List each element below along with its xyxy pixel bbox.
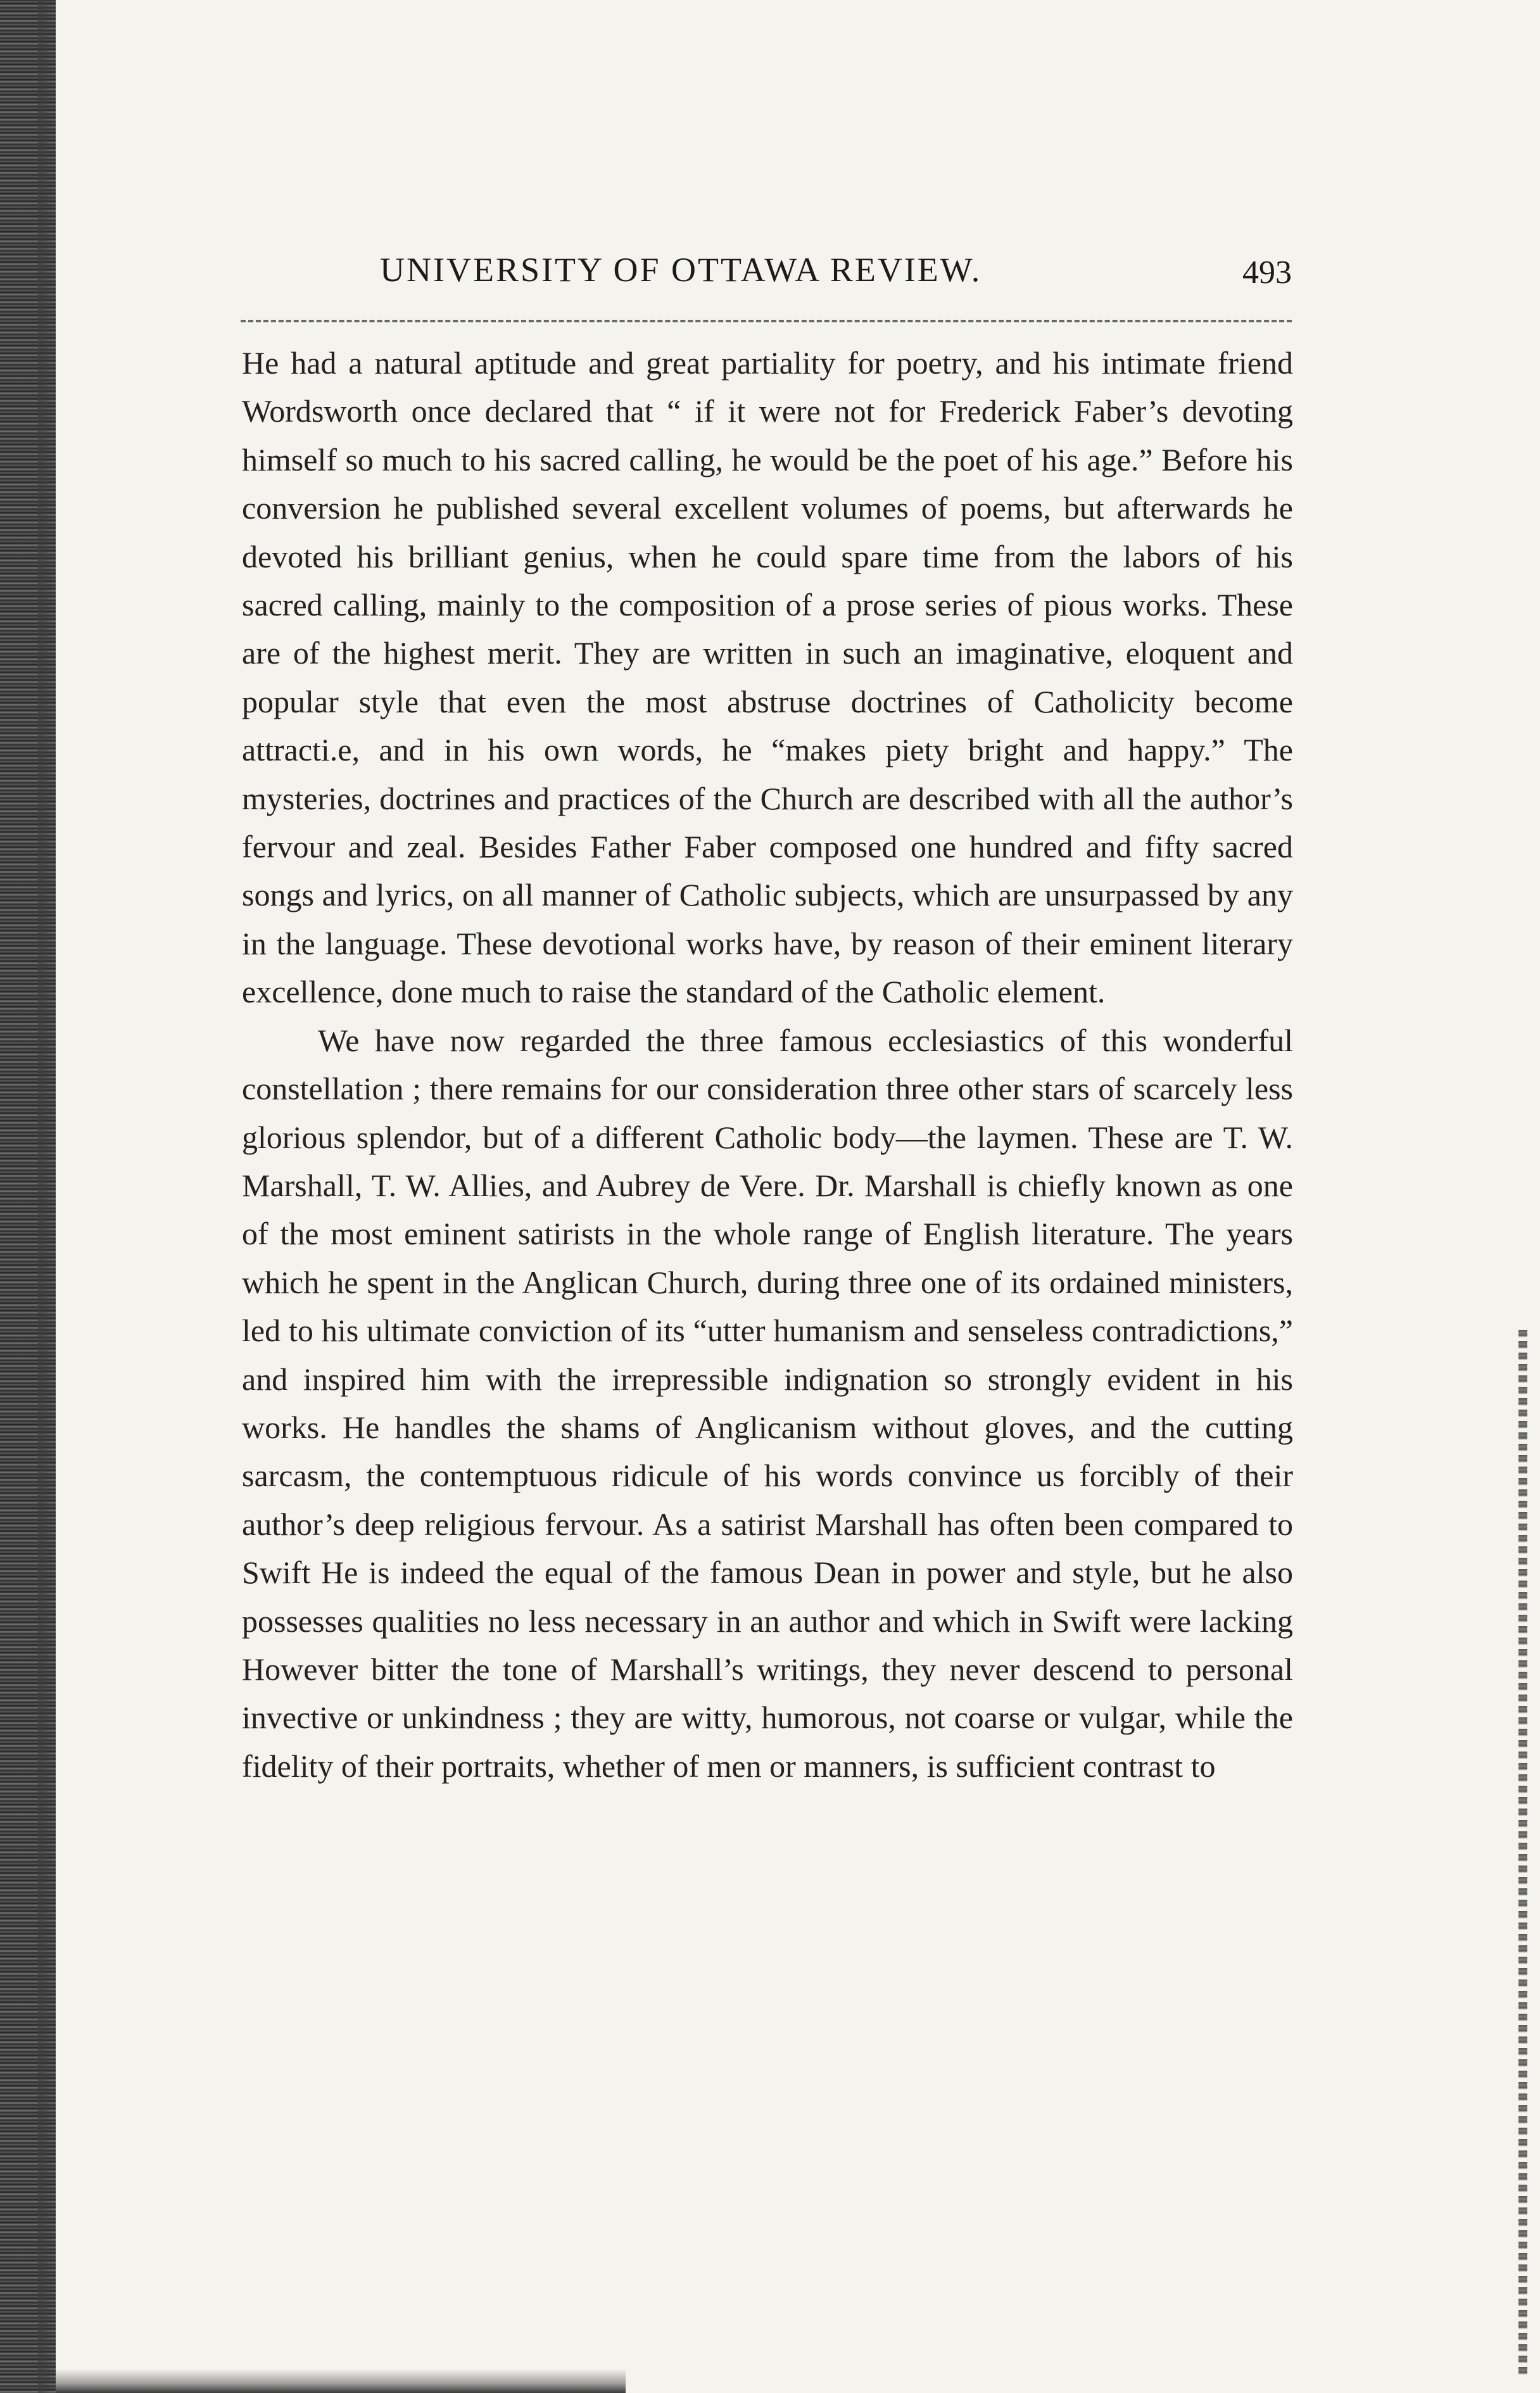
page-number: 493 [1242, 255, 1292, 291]
scan-bottom-edge [56, 2369, 626, 2393]
running-title: UNIVERSITY OF OTTAWA REVIEW. [380, 251, 982, 289]
scan-binding-edge [0, 0, 56, 2393]
paragraph: He had a natural aptitude and great partiality for poetry, and his intimate friend Wordsworth once declared that “ if it were not for Frederick Faber’s devoting himself so much to his sacred calling, he would be the poet of his age.” Before his conversion he published several excellent volumes of poems, but afterwards he devoted his brilliant genius, when he could spare time from the labors of his sacred calling, mainly to the composition of a prose series of pious works. These are of the highest merit. They are written in such an imaginative, eloquent and popular style that even the most abstruse doctrines of Catholicity become attracti.e, and in his own words, he “makes piety bright and happy.” The mysteries, doctrines and practices of the Church are described with all the author’s fervour and zeal. Besides Father Faber composed one hundred and fifty sacred songs and lyrics, on all manner of Catholic subjects, which are unsurpassed by any in the language. These devotional works have, by reason of their eminent literary excellence, done much to raise the standard of the Catholic element. [242, 345, 1293, 1010]
page-header [241, 250, 1292, 301]
paragraph: We have now regarded the three famous ecclesiastics of this wonderful constellation ; there remains for our consideration three other stars of scarcely less glorious splendor, but of a different Catholic body—the laymen. These are T. W. Marshall, T. W. Allies, and Aubrey de Vere. Dr. Marshall is chiefly known as one of the most eminent satirists in the whole range of English literature. The years which he spent in the Anglican Church, during three one of its ordained ministers, led to his ultimate conviction of its “utter humanism and senseless contradictions,” and inspired him with the irrepressible indignation so strongly evident in his works. He handles the shams of Anglicanism without gloves, and the cutting sarcasm, the contemptuous ridicule of his words convince us forcibly of their author’s deep religious fervour. As a satirist Marshall has often been compared to Swift He is indeed the equal of the famous Dean in power and style, but he also possesses qualities no less necessary in an author and which in Swift were lacking However bitter the tone of Marshall’s writings, they never descend to personal invective or unkindness ; they are witty, humorous, not coarse or vulgar, while the fidelity of their portraits, whether of men or manners, is sufficient contrast to [242, 1022, 1293, 1784]
body-text [242, 339, 1293, 1790]
scan-right-margin-marks [1518, 1330, 1527, 2375]
header-rule [241, 320, 1292, 322]
